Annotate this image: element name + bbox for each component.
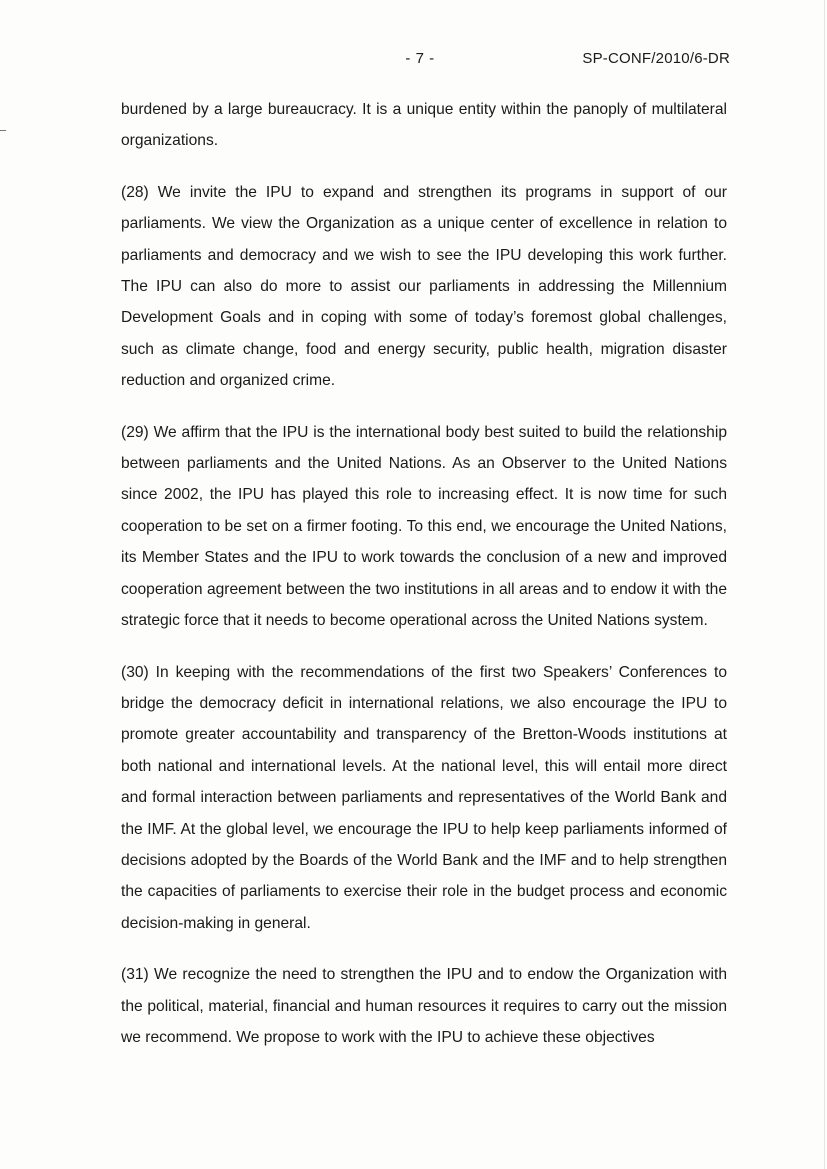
page-edge (824, 0, 825, 1169)
paragraph-28: (28) We invite the IPU to expand and strengthen its programs in support of our parliaments. We view the Organization as a unique center of excellence in relation to parliaments and democracy and we wish to see the IPU developing this work further. The IPU can also do more to assist our parliaments in addressing the Millennium Development Goals and in coping with some of today’s foremost global challenges, such as climate change, food and energy security, public health, migration disaster reduction and organized crime. (121, 183, 727, 390)
document-reference: SP-CONF/2010/6-DR (582, 50, 730, 67)
paragraph-continuation: burdened by a large bureaucracy. It is a unique entity within the panoply of multilateral organizations. (121, 101, 727, 150)
margin-mark (0, 130, 6, 131)
page-number: - 7 - (405, 50, 435, 67)
body-text (121, 94, 727, 1053)
paragraph-29: (29) We affirm that the IPU is the international body best suited to build the relationship between parliaments and the United Nations. As an Observer to the United Nations since 2002, the IPU has played this role to increasing effect. It is now time for such cooperation to be set on a firmer footing. To this end, we encourage the United Nations, its Member States and the IPU to work towards the conclusion of a new and improved cooperation agreement between the two institutions in all areas and to endow it with the strategic force that it needs to become operational across the United Nations system. (121, 423, 727, 630)
paragraph-30: (30) In keeping with the recommendations of the first two Speakers’ Conferences to bridge the democracy deficit in international relations, we also encourage the IPU to promote greater accountability and transparency of the Bretton-Woods institutions at both national and international levels. At the national level, this will entail more direct and formal interaction between parliaments and representatives of the World Bank and the IMF. At the global level, we encourage the IPU to help keep parliaments informed of decisions adopted by the Boards of the World Bank and the IMF and to help strengthen the capacities of parliaments to exercise their role in the budget process and economic decision-making in general. (121, 663, 727, 932)
paragraph-31: (31) We recognize the need to strengthen the IPU and to endow the Organization with the political, material, financial and human resources it requires to carry out the mission we recommend. We propose to work with the IPU to achieve these objectives (121, 966, 727, 1046)
